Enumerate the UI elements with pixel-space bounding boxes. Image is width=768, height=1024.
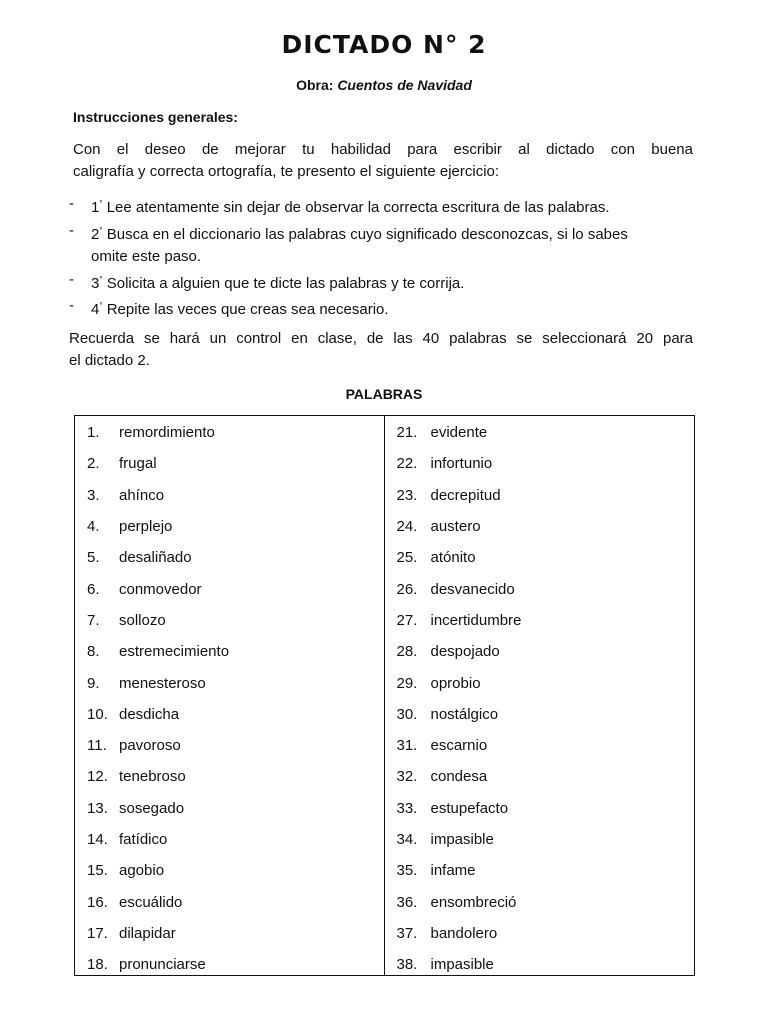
word-text: tenebroso	[119, 768, 186, 786]
word-row	[385, 824, 695, 855]
word-row	[75, 542, 384, 573]
word-row	[385, 636, 695, 667]
step-number: 1	[91, 199, 100, 216]
step-text: Repite las veces que creas sea necesario.	[106, 301, 389, 318]
word-text: desaliñado	[119, 549, 192, 567]
word-number: 22.	[396, 455, 418, 473]
word-row	[385, 480, 695, 511]
word-row	[385, 605, 695, 636]
word-text: agobio	[119, 862, 165, 880]
word-row	[75, 605, 384, 636]
word-number: 29.	[396, 674, 418, 692]
step-item	[69, 193, 699, 220]
word-text: pronunciarse	[119, 956, 206, 974]
step-text: Solicita a alguien que te dicte las palabras y te corrija.	[106, 274, 465, 292]
word-text: conmovedor	[119, 580, 202, 598]
word-row	[385, 699, 695, 730]
word-row	[75, 511, 384, 542]
word-row	[75, 949, 384, 980]
word-text: ensombreció	[430, 893, 517, 911]
word-text: sosegado	[119, 799, 185, 817]
word-number: 21.	[396, 424, 418, 442]
word-number: 31.	[396, 737, 418, 755]
word-row	[385, 417, 695, 448]
word-number: 33.	[396, 799, 418, 817]
word-number: 15.	[87, 862, 108, 880]
word-row	[75, 636, 384, 667]
step-item	[69, 269, 699, 296]
word-number: 34.	[396, 831, 418, 848]
word-text: escuálido	[119, 893, 183, 911]
word-text: infame	[430, 862, 476, 880]
word-number: 24.	[396, 518, 418, 536]
word-number: 30.	[396, 705, 418, 723]
word-row	[75, 730, 384, 761]
steps-list	[69, 193, 699, 322]
step-dash: -	[69, 195, 74, 212]
word-number: 28.	[396, 643, 418, 661]
word-number: 14.	[87, 831, 108, 848]
reminder-line: Recuerda se hará un control en clase, de las 40 palabras se seleccionará 20 para	[69, 330, 693, 347]
word-row	[385, 542, 695, 573]
words-column-left	[75, 416, 385, 975]
word-text: frugal	[119, 455, 157, 473]
word-row	[75, 667, 384, 698]
word-text: infortunio	[430, 455, 493, 473]
word-text: austero	[430, 518, 481, 536]
word-number: 32.	[396, 768, 418, 786]
word-text: ahínco	[119, 486, 165, 504]
word-number: 6.	[87, 580, 100, 598]
word-number: 38.	[396, 956, 418, 974]
word-row	[385, 855, 695, 886]
word-row	[75, 699, 384, 730]
word-number: 13.	[87, 799, 108, 817]
step-item	[69, 295, 699, 322]
word-number: 10.	[87, 705, 108, 723]
word-text: oprobio	[430, 674, 481, 692]
work-line	[0, 77, 768, 93]
word-text: decrepitud	[430, 486, 501, 504]
word-text: dilapidar	[119, 924, 176, 942]
word-number: 2.	[87, 455, 100, 473]
word-text: condesa	[430, 768, 488, 786]
word-number: 4.	[87, 518, 100, 536]
word-text: nostálgico	[430, 705, 499, 723]
word-number: 11.	[87, 737, 107, 755]
word-number: 27.	[396, 611, 418, 629]
word-row	[385, 511, 695, 542]
intro-line: caligrafía y correcta ortografía, te presento el siguiente ejercicio:	[73, 163, 500, 180]
word-text: estupefacto	[430, 799, 509, 817]
word-text: escarnio	[430, 737, 488, 755]
work-label: Obra:	[296, 77, 334, 93]
step-item	[69, 220, 699, 269]
word-row	[75, 417, 384, 448]
word-text: evidente	[430, 424, 488, 442]
step-number: 3	[91, 274, 100, 292]
step-ordinal: °	[99, 274, 103, 284]
word-number: 17.	[87, 924, 108, 942]
word-number: 16.	[87, 893, 108, 911]
word-number: 18.	[87, 956, 108, 974]
step-text-continued: omite este paso.	[91, 248, 202, 265]
words-column-right	[385, 416, 695, 975]
word-text: incertidumbre	[430, 611, 522, 629]
step-dash: -	[69, 297, 74, 314]
work-title: Cuentos de Navidad	[337, 77, 472, 93]
word-row	[385, 761, 695, 792]
word-row	[385, 667, 695, 698]
word-text: desdicha	[119, 705, 180, 723]
word-number: 9.	[87, 674, 100, 692]
word-number: 8.	[87, 643, 100, 661]
word-number: 1.	[87, 424, 100, 442]
step-ordinal: °	[99, 225, 103, 235]
word-text: estremecimiento	[119, 643, 230, 661]
document-title: DICTADO N° 2	[281, 30, 487, 59]
word-text: desvanecido	[430, 580, 515, 598]
word-row	[75, 761, 384, 792]
step-ordinal: °	[99, 301, 103, 310]
words-table	[74, 415, 695, 976]
step-number: 4	[91, 301, 100, 318]
step-dash: -	[69, 221, 74, 239]
word-number: 37.	[396, 924, 418, 942]
word-row	[75, 855, 384, 886]
word-number: 3.	[87, 486, 100, 504]
word-row	[385, 949, 695, 980]
instructions-heading: Instrucciones generales:	[73, 109, 238, 125]
word-row	[385, 730, 695, 761]
word-row	[385, 886, 695, 917]
word-text: impasible	[430, 956, 494, 974]
word-text: menesteroso	[119, 674, 206, 692]
word-number: 12.	[87, 768, 108, 786]
word-row	[385, 918, 695, 949]
step-dash: -	[69, 270, 74, 288]
reminder-line: el dictado 2.	[69, 352, 150, 369]
word-text: remordimiento	[119, 424, 215, 442]
word-row	[75, 824, 384, 855]
word-row	[75, 573, 384, 604]
word-number: 35.	[396, 862, 418, 880]
intro-line: Con el deseo de mejorar tu habilidad para escribir al dictado con buena	[73, 141, 693, 158]
word-text: sollozo	[119, 611, 166, 629]
word-row	[75, 886, 384, 917]
step-text: Busca en el diccionario las palabras cuyo significado desconozcas, si lo sabes	[106, 225, 628, 243]
word-row	[385, 448, 695, 479]
reminder-paragraph	[69, 328, 693, 372]
word-number: 36.	[396, 893, 418, 911]
word-number: 5.	[87, 549, 100, 567]
word-row	[75, 480, 384, 511]
word-text: impasible	[430, 831, 494, 848]
step-text: Lee atentamente sin dejar de observar la correcta escritura de las palabras.	[106, 199, 610, 216]
word-text: fatídico	[119, 831, 168, 848]
word-text: perplejo	[119, 518, 173, 536]
word-text: pavoroso	[119, 737, 181, 755]
word-number: 25.	[396, 549, 418, 567]
word-text: atónito	[430, 549, 476, 567]
word-row	[385, 573, 695, 604]
word-row	[75, 448, 384, 479]
words-heading: PALABRAS	[345, 386, 423, 402]
word-row	[385, 793, 695, 824]
word-number: 23.	[396, 486, 418, 504]
word-text: despojado	[430, 643, 500, 661]
instructions-intro	[73, 139, 693, 183]
step-number: 2	[91, 225, 100, 243]
word-number: 26.	[396, 580, 418, 598]
word-text: bandolero	[430, 924, 498, 942]
word-row	[75, 793, 384, 824]
step-ordinal: °	[99, 199, 103, 208]
word-row	[75, 918, 384, 949]
word-number: 7.	[87, 611, 100, 629]
